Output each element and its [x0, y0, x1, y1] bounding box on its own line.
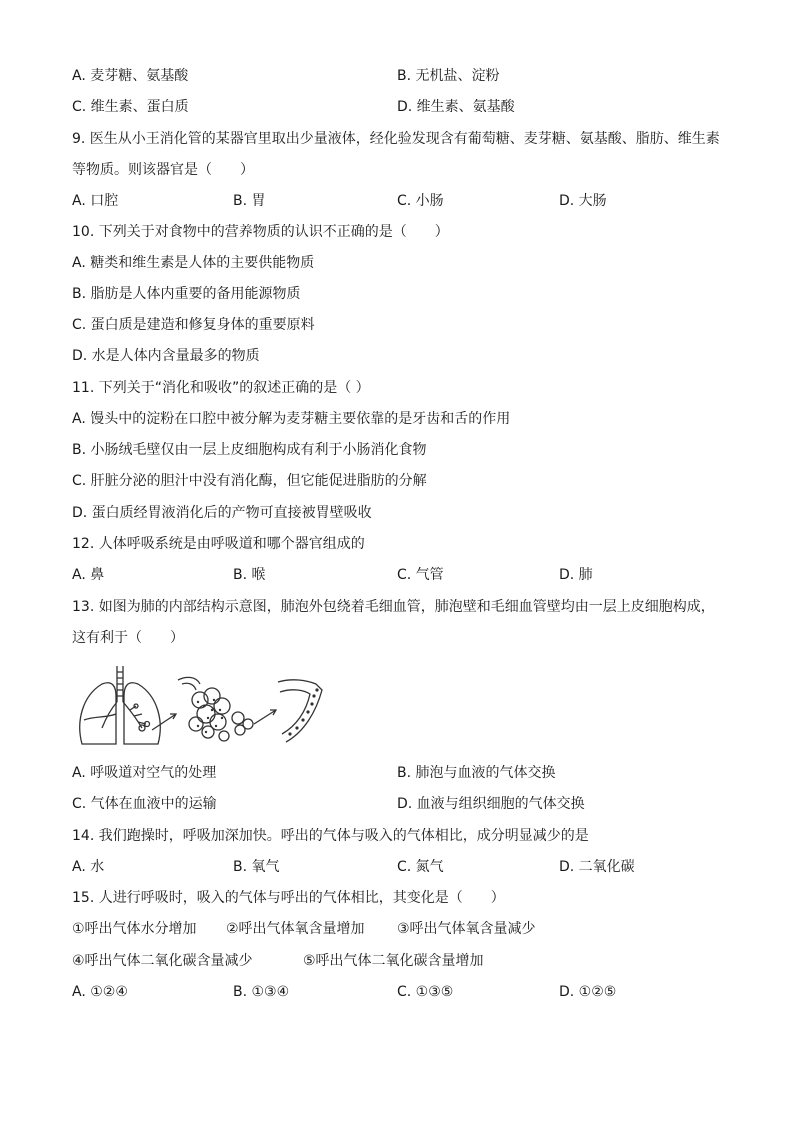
q9-stem-line2: 等物质。则该器官是（ ） — [72, 162, 254, 178]
q9-stem-line1: 9. 医生从小王消化管的某器官里取出少量液体，经化验发现含有葡萄糖、麦芽糖、氨基酸、脂肪、维生素 — [72, 131, 720, 147]
q15-statement-2: ②呼出气体氧含量增加 — [226, 921, 365, 937]
q12-option-b: B. 喉 — [233, 567, 266, 583]
q14-stem: 14. 我们跑操时，呼吸加深加快。呼出的气体与吸入的气体相比，成分明显减少的是 — [72, 828, 589, 844]
q15-statement-4: ④呼出气体二氧化碳含量减少 — [72, 953, 253, 969]
arrow-1 — [152, 714, 176, 730]
right-lung-outline — [124, 683, 160, 744]
q13-stem-line1: 13. 如图为肺的内部结构示意图，肺泡外包绕着毛细血管，肺泡壁和毛细血管壁均由一层上皮细胞构成， — [72, 599, 715, 615]
bronchiole — [178, 677, 200, 690]
q12-option-d: D. 肺 — [559, 567, 593, 583]
q11-option-b: B. 小肠绒毛壁仅由一层上皮细胞构成有利于小肠消化食物 — [72, 442, 427, 458]
q13-stem-line2: 这有利于（ ） — [72, 630, 184, 646]
q14-option-d: D. 二氧化碳 — [559, 859, 635, 875]
q15-option-b: B. ①③④ — [233, 984, 290, 1000]
alveolus-sac — [232, 712, 244, 724]
left-lung-lobe-line — [84, 714, 116, 720]
q13-option-c: C. 气体在血液中的运输 — [72, 796, 217, 812]
lung-structure-diagram — [72, 662, 328, 750]
q11-option-d: D. 蛋白质经胃液消化后的产物可直接被胃壁吸收 — [72, 505, 372, 521]
q10-option-c: C. 蛋白质是建造和修复身体的重要原料 — [72, 317, 315, 333]
q13-option-a: A. 呼吸道对空气的处理 — [72, 765, 217, 781]
q10-option-a: A. 糖类和维生素是人体的主要供能物质 — [72, 255, 315, 271]
q11-stem: 11. 下列关于“消化和吸收”的叙述正确的是（ ） — [72, 380, 370, 396]
q9-option-c: C. 小肠 — [397, 193, 444, 209]
q15-statement-1: ①呼出气体水分增加 — [72, 921, 197, 937]
q13-option-b: B. 肺泡与血液的气体交换 — [397, 765, 556, 781]
q15-statement-3: ③呼出气体氧含量减少 — [397, 921, 536, 937]
q15-option-d: D. ①②⑤ — [559, 984, 617, 1000]
q9-option-b: B. 胃 — [233, 193, 266, 209]
q15-option-a: A. ①②④ — [72, 984, 128, 1000]
left-lung-outline — [80, 683, 116, 744]
alveolus-wall-inner — [280, 690, 310, 734]
q10-option-d: D. 水是人体内含量最多的物质 — [72, 348, 260, 364]
q8-option-a: A. 麦芽糖、氨基酸 — [72, 68, 189, 84]
q14-option-a: A. 水 — [72, 859, 105, 875]
arrow-2 — [254, 710, 276, 724]
q8-option-d: D. 维生素、氨基酸 — [397, 99, 515, 115]
q12-option-c: C. 气管 — [397, 567, 444, 583]
q14-option-c: C. 氮气 — [397, 859, 444, 875]
q11-option-c: C. 肝脏分泌的胆汁中没有消化酶，但它能促进脂肪的分解 — [72, 473, 427, 489]
q13-option-d: D. 血液与组织细胞的气体交换 — [397, 796, 585, 812]
alveoli-cluster — [189, 688, 230, 741]
q14-option-b: B. 氧气 — [233, 859, 280, 875]
q9-option-a: A. 口腔 — [72, 193, 119, 209]
q11-option-a: A. 馒头中的淀粉在口腔中被分解为麦芽糖主要依靠的是牙齿和舌的作用 — [72, 411, 511, 427]
q8-option-b: B. 无机盐、淀粉 — [397, 68, 500, 84]
q15-option-c: C. ①③⑤ — [397, 984, 454, 1000]
q8-option-c: C. 维生素、蛋白质 — [72, 99, 189, 115]
q10-option-b: B. 脂肪是人体内重要的备用能源物质 — [72, 286, 301, 302]
q15-statement-5: ⑤呼出气体二氧化碳含量增加 — [303, 953, 484, 969]
q12-stem: 12. 人体呼吸系统是由呼吸道和哪个器官组成的 — [72, 536, 365, 552]
q10-stem: 10. 下列关于对食物中的营养物质的认识不正确的是（ ） — [72, 224, 449, 240]
q9-option-d: D. 大肠 — [559, 193, 607, 209]
q15-stem: 15. 人进行呼吸时，吸入的气体与呼出的气体相比，其变化是（ ） — [72, 890, 505, 906]
q12-option-a: A. 鼻 — [72, 567, 105, 583]
